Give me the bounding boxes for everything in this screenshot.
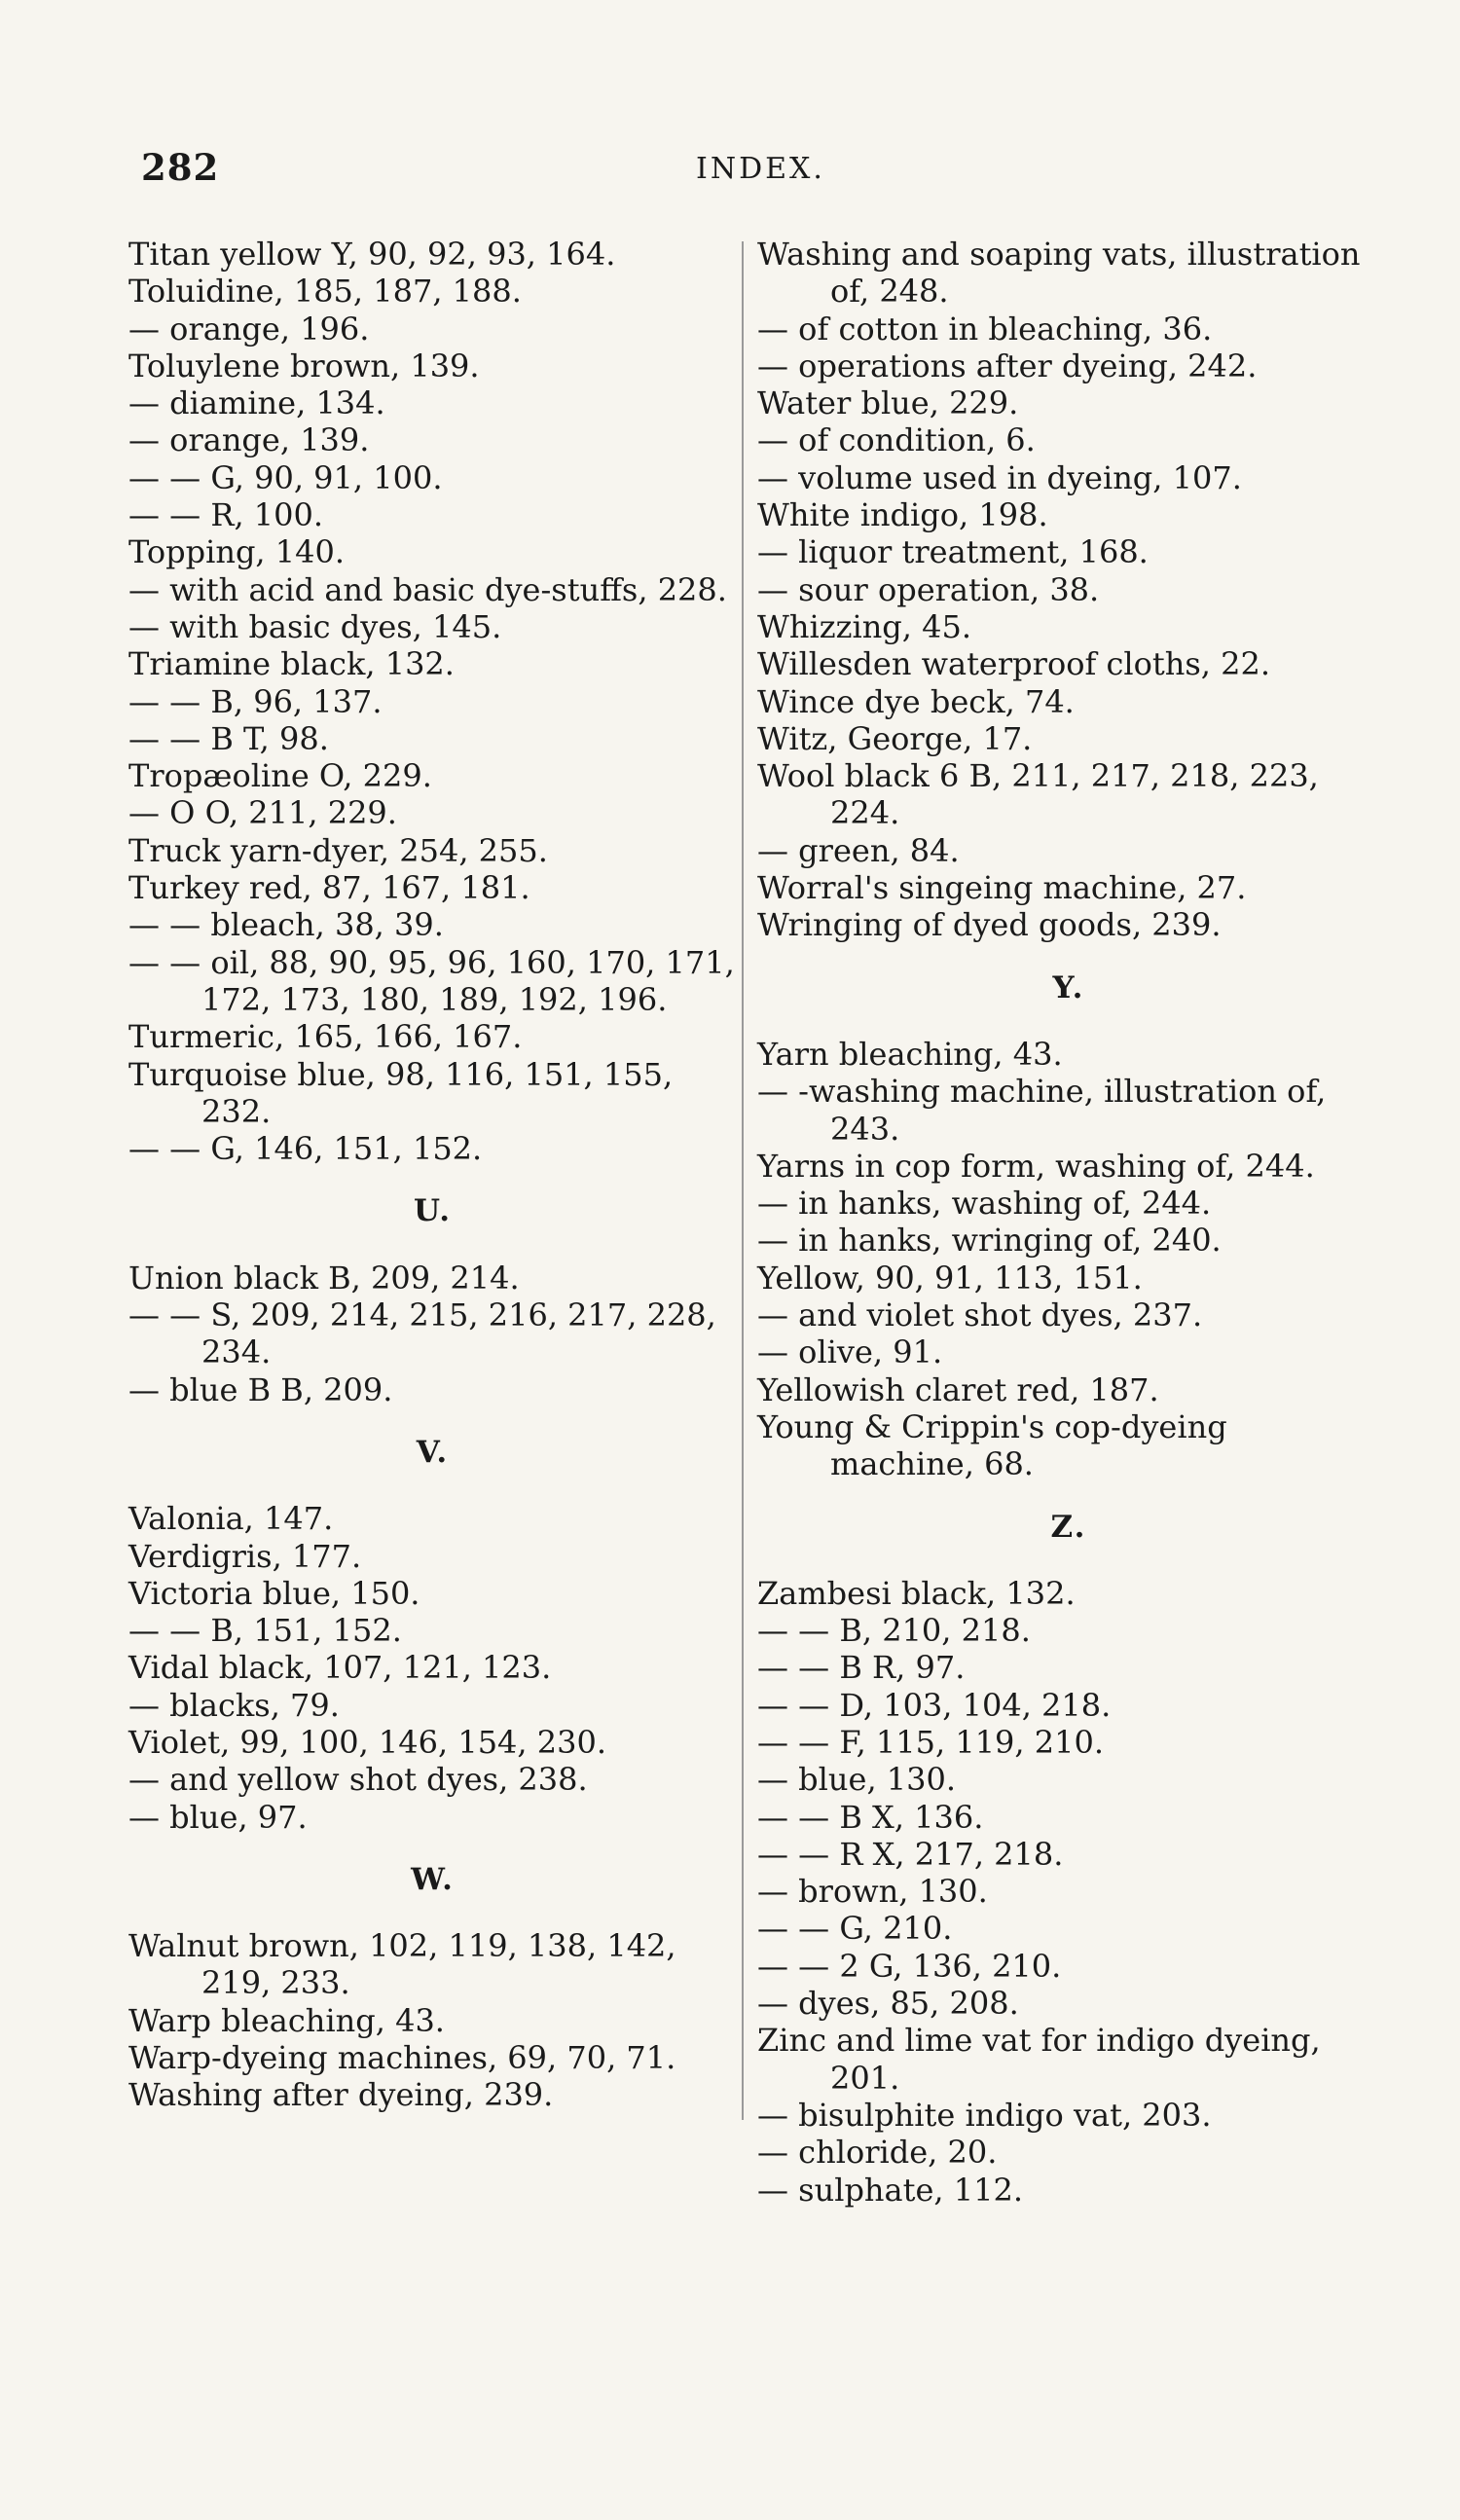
index-entry: — chloride, 20. <box>757 2134 998 2172</box>
index-group-v <box>128 1500 737 1836</box>
index-entry: Warp bleaching, 43. <box>128 2001 445 2039</box>
index-entry: — — F, 115, 119, 210. <box>757 1723 1104 1761</box>
index-entry: — — G, 90, 91, 100. <box>128 458 443 496</box>
index-entry: Titan yellow Y, 90, 92, 93, 164. <box>128 236 616 273</box>
section-heading-w: W. <box>411 1861 455 1897</box>
index-entry: Union black B, 209, 214. <box>128 1259 520 1297</box>
index-entry: — and yellow shot dyes, 238. <box>128 1761 588 1799</box>
index-entry: Violet, 99, 100, 146, 154, 230. <box>128 1723 606 1761</box>
index-entry: — operations after dyeing, 242. <box>757 347 1258 384</box>
index-entry: — with acid and basic dye-stuffs, 228. <box>128 570 727 608</box>
index-entry: Toluidine, 185, 187, 188. <box>128 273 522 310</box>
index-entry: Tropæoline O, 229. <box>128 757 432 795</box>
index-entry: Yellowish claret red, 187. <box>757 1370 1159 1408</box>
index-entry: — of condition, 6. <box>757 421 1036 459</box>
index-entry: Young & Crippin's cop-dyeing machine, 68. <box>757 1407 1227 1483</box>
index-entry: Whizzing, 45. <box>757 607 972 645</box>
index-entry: Triamine black, 132. <box>128 645 455 683</box>
index-entry: — sour operation, 38. <box>757 570 1100 608</box>
section-heading-z: Z. <box>1050 1509 1087 1545</box>
index-entry: — O O, 211, 229. <box>128 794 397 832</box>
section-heading-v: V. <box>416 1434 450 1470</box>
index-entry: — — B, 96, 137. <box>128 682 383 720</box>
index-entry: — — S, 209, 214, 215, 216, 217, 228, 234. <box>128 1297 716 1371</box>
index-entry: — — D, 103, 104, 218. <box>757 1686 1112 1724</box>
index-entry: — — bleach, 38, 39. <box>128 906 444 944</box>
index-entry: — dyes, 85, 208. <box>757 1985 1019 2023</box>
index-entry: Verdigris, 177. <box>128 1537 362 1575</box>
index-entry: Wince dye beck, 74. <box>757 682 1075 720</box>
index-entry: Warp-dyeing machines, 69, 70, 71. <box>128 2039 676 2077</box>
index-entry: — — G, 210. <box>757 1910 953 1948</box>
index-entry: — green, 84. <box>757 831 960 869</box>
page-number: 282 <box>141 146 220 189</box>
index-entry: — sulphate, 112. <box>757 2171 1023 2209</box>
index-group-w-start <box>128 1927 737 2113</box>
index-entry: — -washing machine, illustration of, 243. <box>757 1073 1327 1148</box>
index-entry: — — R, 100. <box>128 496 324 534</box>
index-entry: Yarns in cop form, washing of, 244. <box>757 1147 1315 1185</box>
index-entry: Yarn bleaching, 43. <box>757 1035 1063 1073</box>
index-entry: Turkey red, 87, 167, 181. <box>128 869 530 907</box>
index-entry: Witz, George, 17. <box>757 719 1033 757</box>
index-entry: — — B T, 98. <box>128 719 329 757</box>
index-entry: — in hanks, washing of, 244. <box>757 1185 1212 1223</box>
index-entry: — brown, 130. <box>757 1873 988 1911</box>
index-column-left <box>128 236 737 2114</box>
column-divider <box>742 241 744 2120</box>
index-entry: Zambesi black, 132. <box>757 1574 1076 1612</box>
section-heading-y: Y. <box>1052 969 1085 1005</box>
index-entry: — — oil, 88, 90, 95, 96, 160, 170, 171, 172, 173, 180, 189, 192, 196. <box>128 943 735 1018</box>
index-entry: — blue, 130. <box>757 1761 957 1799</box>
running-head: INDEX. <box>696 152 825 186</box>
index-entry: Vidal black, 107, 121, 123. <box>128 1649 552 1687</box>
index-entry: Victoria blue, 150. <box>128 1574 420 1612</box>
index-entry: Turmeric, 165, 166, 167. <box>128 1018 523 1056</box>
index-entry: — blue B B, 209. <box>128 1370 393 1408</box>
index-entry: Washing and soaping vats, illustration of, 248. <box>757 236 1361 310</box>
index-entry: Walnut brown, 102, 119, 138, 142, 219, 233. <box>128 1927 676 2002</box>
page-header <box>141 146 1363 200</box>
index-group-z <box>757 1575 1380 2209</box>
index-entry: — and violet shot dyes, 237. <box>757 1297 1203 1334</box>
index-entry: — in hanks, wringing of, 240. <box>757 1222 1222 1260</box>
index-entry: — orange, 139. <box>128 421 370 459</box>
index-entry: Valonia, 147. <box>128 1500 334 1538</box>
index-entry: — — B, 210, 218. <box>757 1612 1031 1650</box>
index-column-right <box>757 236 1380 2209</box>
index-entry: — bisulphite indigo vat, 203. <box>757 2096 1212 2134</box>
index-entry: Truck yarn-dyer, 254, 255. <box>128 831 548 869</box>
index-entry: — — B R, 97. <box>757 1649 966 1687</box>
index-entry: — liquor treatment, 168. <box>757 533 1149 571</box>
index-entry: Washing after dyeing, 239. <box>128 2076 554 2114</box>
index-entry: Willesden waterproof cloths, 22. <box>757 645 1271 683</box>
index-entry: Yellow, 90, 91, 113, 151. <box>757 1259 1143 1297</box>
index-group-w-cont <box>757 236 1380 944</box>
index-entry: Topping, 140. <box>128 533 346 571</box>
index-entry: — blacks, 79. <box>128 1686 340 1724</box>
index-entry: — diamine, 134. <box>128 384 385 422</box>
index-entry: Worral's singeing machine, 27. <box>757 869 1247 907</box>
index-entry: — — B, 151, 152. <box>128 1612 402 1650</box>
index-entry: White indigo, 198. <box>757 496 1048 534</box>
index-entry: — — 2 G, 136, 210. <box>757 1947 1062 1985</box>
index-entry: — olive, 91. <box>757 1333 943 1371</box>
index-group-y <box>757 1036 1380 1483</box>
index-entry: — — R X, 217, 218. <box>757 1835 1064 1873</box>
index-entry: — of cotton in bleaching, 36. <box>757 310 1213 347</box>
index-entry: Zinc and lime vat for indigo dyeing, 201. <box>757 2022 1321 2097</box>
index-entry: Wool black 6 B, 211, 217, 218, 223, 224. <box>757 757 1319 832</box>
index-group-t <box>128 236 737 1167</box>
section-heading-u: U. <box>414 1193 452 1229</box>
index-entry: Toluylene brown, 139. <box>128 347 480 384</box>
index-entry: — volume used in dyeing, 107. <box>757 458 1242 496</box>
index-entry: — blue, 97. <box>128 1798 308 1836</box>
index-entry: Wringing of dyed goods, 239. <box>757 906 1222 944</box>
index-group-u <box>128 1260 737 1408</box>
index-entry: — — G, 146, 151, 152. <box>128 1130 483 1168</box>
index-entry: Turquoise blue, 98, 116, 151, 155, 232. <box>128 1055 674 1130</box>
index-entry: — with basic dyes, 145. <box>128 607 502 645</box>
index-entry: Water blue, 229. <box>757 384 1019 422</box>
index-entry: — orange, 196. <box>128 310 370 347</box>
index-entry: — — B X, 136. <box>757 1798 984 1836</box>
